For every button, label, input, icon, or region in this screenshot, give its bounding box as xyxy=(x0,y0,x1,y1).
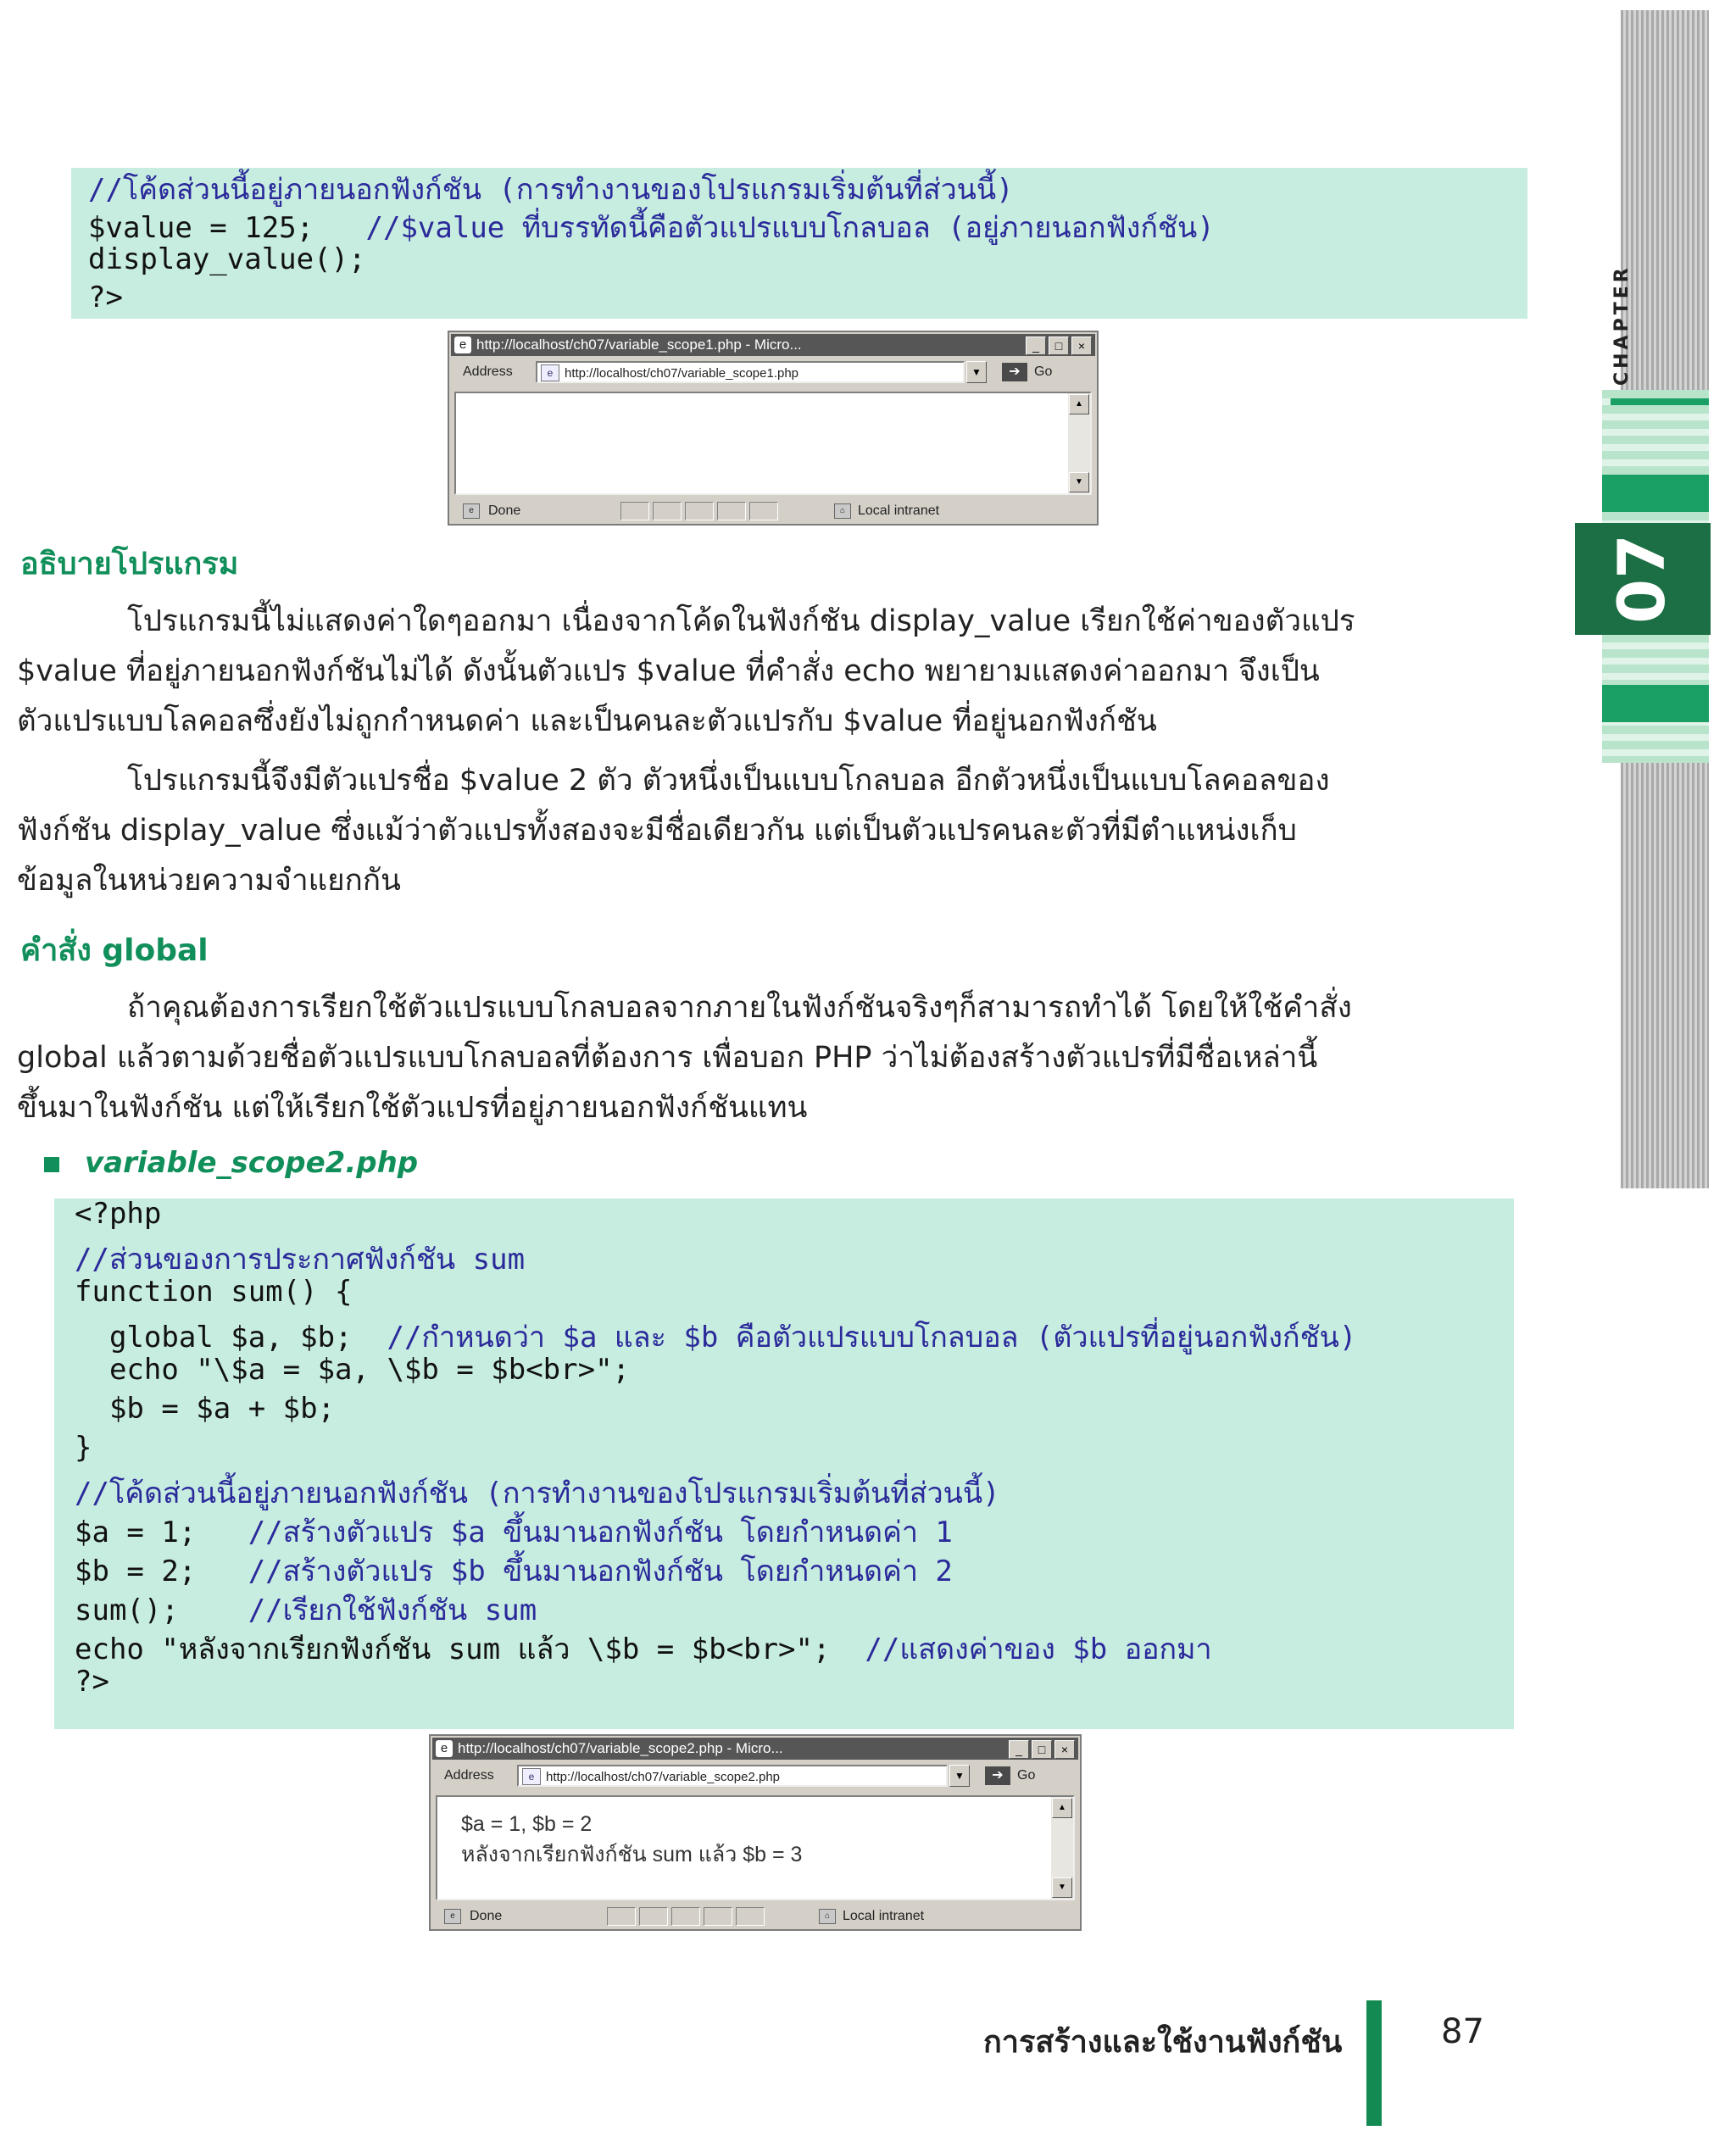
scroll-up-button[interactable]: ▲ xyxy=(1069,394,1089,414)
code-text: } xyxy=(75,1431,92,1465)
code-line xyxy=(75,1275,353,1309)
code-text: display_value(); xyxy=(88,242,366,276)
paragraph-line: โปรแกรมนี้จึงมีตัวแปรชื่อ $value 2 ตัว ตัวหนึ่งเป็นแบบโกลบอล อีกตัวหนึ่งเป็นแบบโลคอลของ xyxy=(127,764,1330,798)
code-line xyxy=(88,242,366,276)
file-name: variable_scope2.php xyxy=(85,1146,419,1180)
footer-title: การสร้างและใช้งานฟังก์ชัน xyxy=(983,2025,1343,2060)
status-intranet: Local intranet xyxy=(843,1909,925,1923)
paragraph-line: ฟังก์ชัน display_value ซึ่งแม้ว่าตัวแปรทั้งสองจะมีชื่อเดียวกัน แต่เป็นตัวแปรคนละตัวที่มีตำแหน่งเก็บ xyxy=(17,814,1297,848)
code-line xyxy=(75,1197,161,1231)
status-cell xyxy=(653,502,682,520)
ie-icon: e xyxy=(454,337,471,353)
status-intranet: Local intranet xyxy=(858,503,940,518)
intranet-icon: ⌂ xyxy=(834,503,851,519)
page-icon: e xyxy=(541,364,559,381)
minimize-button[interactable]: _ xyxy=(1009,1740,1029,1759)
go-label[interactable]: Go xyxy=(1017,1768,1036,1783)
scroll-down-button[interactable]: ▼ xyxy=(1069,472,1089,492)
status-cell xyxy=(620,502,649,520)
maximize-button[interactable]: □ xyxy=(1032,1740,1052,1759)
global-paragraph xyxy=(17,983,1517,1133)
code-line xyxy=(75,1353,630,1387)
chapter-label: CHAPTER xyxy=(1611,264,1633,386)
browser-content xyxy=(454,392,1092,495)
paragraph-line: $value ที่อยู่ภายนอกฟังก์ชันไม่ได้ ดังนั้นตัวแปร $value ที่คำสั่ง echo พยายามแสดงค่าออกมา จึงเป็น xyxy=(17,654,1320,688)
address-label: Address xyxy=(444,1768,494,1783)
browser-window-1 xyxy=(448,331,1099,526)
minimize-button[interactable]: _ xyxy=(1026,337,1046,355)
address-bar xyxy=(432,1761,1078,1792)
intranet-icon: ⌂ xyxy=(819,1909,836,1924)
browser-title-bar xyxy=(432,1738,1078,1760)
go-label[interactable]: Go xyxy=(1034,364,1053,379)
paragraph-line: ถ้าคุณต้องการเรียกใช้ตัวแปรแบบโกลบอลจากภายในฟังก์ชันจริงๆก็สามารถทำได้ โดยให้ใช้คำสั่ง xyxy=(127,991,1352,1025)
code-line xyxy=(75,1665,109,1699)
browser-content xyxy=(436,1795,1075,1900)
paragraph-line: global แล้วตามด้วยชื่อตัวแปรแบบโกลบอลที่ต้องการ เพื่อบอก PHP ว่าไม่ต้องสร้างตัวแปรที่มีชื่อเหล่านี้ xyxy=(17,1041,1318,1075)
status-cell xyxy=(639,1907,668,1926)
address-input[interactable] xyxy=(517,1765,948,1787)
address-bar xyxy=(451,358,1095,388)
page-done-icon: e xyxy=(444,1909,461,1924)
code-line xyxy=(75,1431,92,1465)
maximize-button[interactable]: □ xyxy=(1049,337,1069,355)
scrollbar[interactable] xyxy=(1068,393,1090,493)
window-controls xyxy=(1026,337,1092,355)
chapter-bar xyxy=(1602,685,1709,722)
chapter-bar xyxy=(1611,398,1709,405)
status-cell xyxy=(685,502,714,520)
code-comment: //สร้างตัวแปร $b ขึ้นมานอกฟังก์ชัน โดยกำหนดค่า 2 xyxy=(248,1555,953,1588)
code-text: function sum() { xyxy=(75,1275,353,1309)
browser-output-line: หลังจากเรียกฟังก์ชัน sum แล้ว $b = 3 xyxy=(461,1843,803,1866)
status-cell xyxy=(717,502,746,520)
bullet-square-icon xyxy=(44,1157,59,1172)
code-comment: //โค้ดส่วนนี้อยู่ภายนอกฟังก์ชัน (การทำงานของโปรแกรมเริ่มต้นที่ส่วนนี้) xyxy=(75,1477,1000,1510)
file-label xyxy=(44,1146,418,1180)
browser-output-line: $a = 1, $b = 2 xyxy=(461,1812,593,1836)
address-dropdown-button[interactable]: ▼ xyxy=(966,361,987,383)
code-comment: //สร้างตัวแปร $a ขึ้นมานอกฟังก์ชัน โดยกำหนดค่า 1 xyxy=(248,1516,953,1549)
code-text: $b = $a + $b; xyxy=(75,1392,336,1426)
paragraph-line: ตัวแปรแบบโลคอลซึ่งยังไม่ถูกกำหนดค่า และเป็นคนละตัวแปรกับ $value ที่อยู่นอกฟังก์ชัน xyxy=(17,704,1157,738)
status-cell xyxy=(704,1907,732,1926)
browser-title: http://localhost/ch07/variable_scope1.php - Micro... xyxy=(476,337,802,353)
scroll-down-button[interactable]: ▼ xyxy=(1052,1877,1072,1898)
code-line xyxy=(88,281,123,314)
close-button[interactable]: × xyxy=(1071,337,1092,355)
address-url: http://localhost/ch07/variable_scope2.php xyxy=(546,1770,781,1784)
code-comment: //โค้ดส่วนนี้อยู่ภายนอกฟังก์ชัน (การทำงานของโปรแกรมเริ่มต้นที่ส่วนนี้) xyxy=(88,173,1014,207)
explanation-paragraph-1 xyxy=(17,597,1517,747)
chapter-bar xyxy=(1602,475,1709,512)
window-controls xyxy=(1009,1740,1075,1759)
code-line xyxy=(75,1626,1212,1672)
chapter-number: 07 xyxy=(1604,534,1679,624)
address-input[interactable] xyxy=(536,361,965,383)
status-done: Done xyxy=(470,1909,503,1923)
page-icon: e xyxy=(522,1768,541,1785)
status-bar xyxy=(432,1905,1078,1927)
go-arrow-icon[interactable]: ➔ xyxy=(985,1766,1010,1785)
status-cell xyxy=(736,1907,765,1926)
code-text: global $a, $b; xyxy=(75,1321,387,1354)
page-done-icon: e xyxy=(463,503,480,519)
code-comment: //กำหนดว่า $a และ $b คือตัวแปรแบบโกลบอล (ตัวแปรที่อยู่นอกฟังก์ชัน) xyxy=(387,1321,1357,1354)
code-comment: //$value ที่บรรทัดนี้คือตัวแปรแบบโกลบอล (อยู่ภายนอกฟังก์ชัน) xyxy=(365,211,1215,245)
code-line xyxy=(75,1392,335,1426)
code-comment: //แสดงค่าของ $b ออกมา xyxy=(865,1633,1212,1666)
scroll-up-button[interactable]: ▲ xyxy=(1052,1798,1072,1818)
status-bar xyxy=(451,500,1095,522)
code-text: sum(); xyxy=(75,1594,248,1627)
section-heading-global: คำสั่ง global xyxy=(20,933,209,968)
code-text: echo "หลังจากเรียกฟังก์ชัน sum แล้ว \$b = $b<br>"; xyxy=(75,1633,865,1666)
page-number: 87 xyxy=(1441,2012,1484,2051)
paragraph-line: ข้อมูลในหน่วยความจำแยกกัน xyxy=(17,864,401,898)
close-button[interactable]: × xyxy=(1054,1740,1075,1759)
code-text: ?> xyxy=(75,1665,109,1699)
scrollbar[interactable] xyxy=(1051,1797,1073,1899)
address-url: http://localhost/ch07/variable_scope1.php xyxy=(565,366,799,381)
explanation-paragraph-2 xyxy=(17,756,1517,906)
footer-divider xyxy=(1366,2000,1382,2126)
code-text: ?> xyxy=(88,281,123,314)
paragraph-line: โปรแกรมนี้ไม่แสดงค่าใดๆออกมา เนื่องจากโค้ดในฟังก์ชัน display_value เรียกใช้ค่าของตัวแปร xyxy=(127,604,1355,638)
ie-icon: e xyxy=(436,1740,453,1757)
code-text: $b = 2; xyxy=(75,1555,248,1588)
paragraph-line: ขึ้นมาในฟังก์ชัน แต่ให้เรียกใช้ตัวแปรที่อยู่ภายนอกฟังก์ชันแทน xyxy=(17,1091,808,1125)
status-cell xyxy=(749,502,778,520)
address-label: Address xyxy=(463,364,513,379)
address-dropdown-button[interactable]: ▼ xyxy=(949,1765,970,1787)
browser-window-2 xyxy=(429,1734,1082,1931)
code-comment: //ส่วนของการประกาศฟังก์ชัน sum xyxy=(75,1243,526,1277)
code-text: <?php xyxy=(75,1197,162,1231)
browser-title-bar xyxy=(451,334,1095,356)
code-comment: //เรียกใช้ฟังก์ชัน sum xyxy=(248,1594,537,1627)
browser-title: http://localhost/ch07/variable_scope2.php - Micro... xyxy=(458,1740,783,1756)
code-text: echo "\$a = $a, \$b = $b<br>"; xyxy=(75,1353,631,1387)
code-text: $value = 125; xyxy=(88,211,366,245)
section-heading-explanation: อธิบายโปรแกรม xyxy=(20,547,239,581)
status-cell xyxy=(671,1907,700,1926)
status-done: Done xyxy=(488,503,521,518)
go-arrow-icon[interactable]: ➔ xyxy=(1002,363,1027,381)
status-cell xyxy=(607,1907,636,1926)
code-text: $a = 1; xyxy=(75,1516,248,1549)
